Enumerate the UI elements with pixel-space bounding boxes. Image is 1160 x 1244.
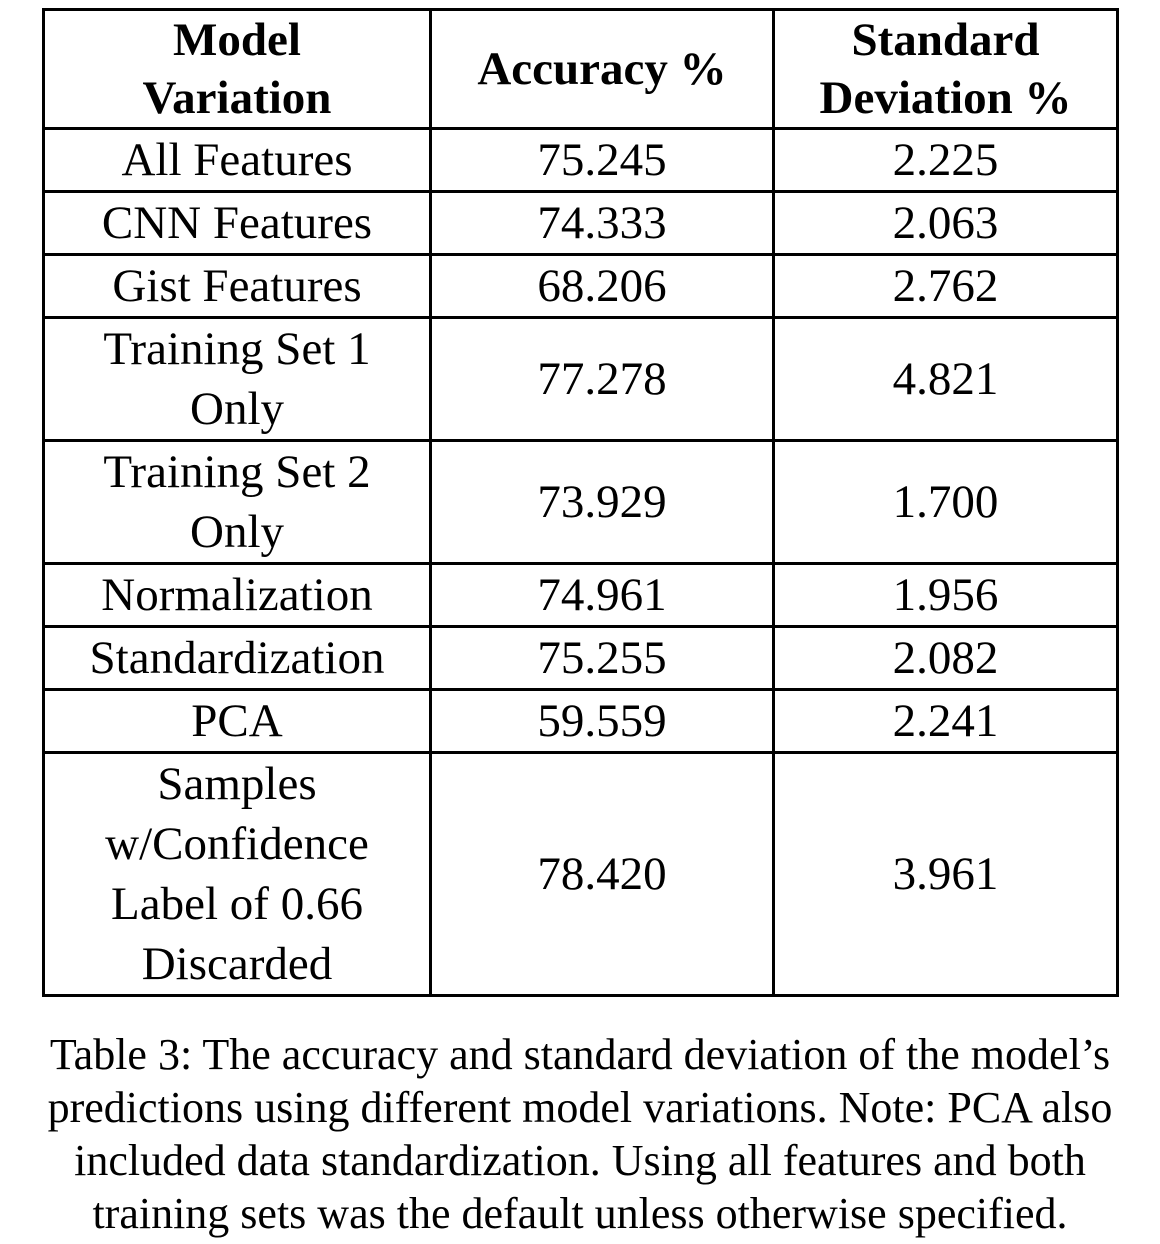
variation-text-line: Standardization [89,632,385,684]
accuracy-cell: 68.206 [431,255,774,318]
table-row [44,318,1118,441]
caption-line: training sets was the default unless otherwise specified. [92,1189,1068,1238]
table-row [44,192,1118,255]
variation-cell [44,129,431,192]
table-body [44,129,1118,996]
caption-line: Table 3: The accuracy and standard deviation of the model’s [49,1030,1111,1079]
variation-cell [44,255,431,318]
variation-text-line: Training Set 1 [103,323,371,375]
accuracy-cell: 78.420 [431,753,774,996]
header-text-line: Deviation % [819,72,1072,124]
variation-text-line: CNN Features [101,197,373,249]
variation-text-line: Samples [157,758,317,810]
variation-text-line: Only [190,383,284,435]
table-row [44,564,1118,627]
variation-text-line: w/Confidence [105,818,369,870]
std-dev-cell: 1.700 [774,441,1118,564]
variation-cell [44,192,431,255]
table-row [44,255,1118,318]
variation-cell [44,564,431,627]
table-row [44,753,1118,996]
header-text-line: Standard [851,14,1040,66]
header-text-line: Model [173,14,301,66]
table-row [44,627,1118,690]
std-dev-cell: 2.082 [774,627,1118,690]
accuracy-cell: 75.245 [431,129,774,192]
table-row [44,129,1118,192]
std-dev-cell: 3.961 [774,753,1118,996]
accuracy-cell: 73.929 [431,441,774,564]
accuracy-cell: 59.559 [431,690,774,753]
variation-text-line: PCA [191,695,283,747]
header-text-line: Variation [142,72,332,124]
std-dev-cell: 4.821 [774,318,1118,441]
accuracy-cell: 74.961 [431,564,774,627]
caption-line: included data standardization. Using all features and both [74,1136,1086,1185]
header-std-dev [774,10,1118,129]
accuracy-cell: 74.333 [431,192,774,255]
header-accuracy [431,10,774,129]
accuracy-cell: 77.278 [431,318,774,441]
variation-text-line: Training Set 2 [103,446,371,498]
header-text-line: Accuracy % [477,43,727,95]
variation-text-line: All Features [121,134,353,186]
variation-cell [44,441,431,564]
std-dev-cell: 2.241 [774,690,1118,753]
header-row [44,10,1118,129]
header-model-variation [44,10,431,129]
variation-text-line: Normalization [101,569,373,621]
variation-cell [44,753,431,996]
results-table [42,8,1119,997]
variation-text-line: Only [190,506,284,558]
std-dev-cell: 1.956 [774,564,1118,627]
std-dev-cell: 2.762 [774,255,1118,318]
table-row [44,441,1118,564]
std-dev-cell: 2.063 [774,192,1118,255]
caption-line: predictions using different model variations. Note: PCA also [47,1083,1113,1132]
variation-cell [44,318,431,441]
variation-cell [44,627,431,690]
variation-text-line: Discarded [141,938,333,990]
table-row [44,690,1118,753]
accuracy-cell: 75.255 [431,627,774,690]
table-caption [0,1028,1160,1240]
variation-text-line: Gist Features [112,260,362,312]
variation-text-line: Label of 0.66 [111,878,363,930]
std-dev-cell: 2.225 [774,129,1118,192]
variation-cell [44,690,431,753]
